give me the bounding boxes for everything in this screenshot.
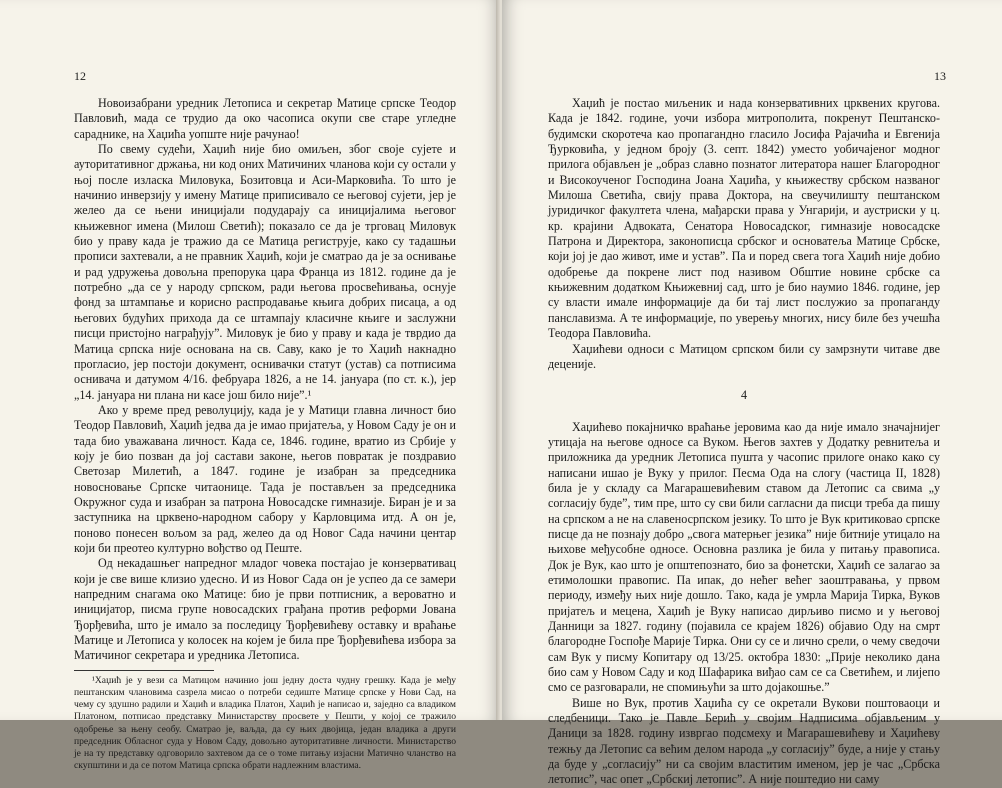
footnote: [74, 675, 456, 773]
right-page-text: [548, 96, 940, 788]
paragraph: Ако у време пред револуцију, када је у Матици главна личност био Теодор Павловић, Хаџић једва да је имао пријатеља, у Новом Саду је он и тада био уважавана личност. Када се, 1846. године, вратио из Србије у коју је био позван да јој састави законе, његов повратак је поздравио Светозар Милетић, а 1847. године је изабран за председника новосновање Српске читаонице. Тада је постављен за председника Окружног суда и изабран за патрона Новосадске гимназије. Биран је и за заступника на црквено-народном сабору у Карловцима итд. А он је, поново понесен вољом за рад, желео да од Новог Сада начини центар који би преотео културно вођство од Пеште.: [74, 402, 456, 555]
section-number: 4: [740, 388, 748, 403]
page-number-left: 12: [74, 69, 86, 83]
paragraph: Од некадашњег напредног младог човека постајао је конзервативац који је све више клизио удесно. И из Новог Сада он је успео да се замери напредним снагама око Матице: био је први потписник, а вероватно и иницијатор, писма групе новосадских грађана против реформи Јована Ђорђевића, што је имало за последицу Ђорђевићеву оставку и враћање Матице и Летописа у колосек на којем је била пре Ђорђевићева избора за Матичиног секретара и уредника Летописа.: [74, 556, 456, 663]
page-number-right: 13: [934, 69, 946, 83]
right-page: [502, 0, 1002, 787]
paragraph: Новоизабрани уредник Летописа и секретар Матице српске Теодор Павловић, мада се трудио да око часописа окупи све старе угледне сараднике, на Хаџића уопште није рачунао!: [74, 96, 456, 141]
left-page-text: [74, 96, 456, 772]
paragraph: Више но Вук, против Хаџића су се окретали Вукови поштоваоци и следбеници. Тако је Павле Берић у својим Надписима објављеним у Даници за 1828. годину извргао подсмеху и Магарашевићеву и Хаџићеву тежњу да Летопис са већим делом народа „у согласију” буде, а није у стању да буде у „согласију” ни са својим властитим именом, јер је час „Србска летопис”, час опет „Србскиј летопис”. А није поштедио ни саму: [548, 695, 940, 787]
paragraph: Хаџићеви односи с Матицом српском били су замрзнути читаве две деценије.: [548, 341, 940, 371]
left-page: [0, 0, 500, 772]
footnote-text: ¹Хаџић је у вези са Матицом начинио још једну доста чудну грешку. Када је међу пештанским члановима сазрела мисао о потреби седиште Матице српске у Нови Сад, на чему су здушно радили и Хаџић и владика Платон, Хаџић је написао и, заједно са владиком Платоном, потписао представку Министарству просвете у Пешти, у којој се тражило одобрење за њену сеобу. Сматрао је, ваљда, да су њих двојица, један владика а други председник Обласног суда у Новом Саду, довољно ауторитативне личности. Министарство је на ту представку одговорило захтевом да се о томе питању изјасни Матично чланство на скупштини и да се потом Матица српска обрати надлежним властима.: [74, 674, 456, 772]
footnote-divider: [74, 670, 214, 671]
paragraph: Хаџићево покајничко враћање јеровима као да није имало значајнијег утицаја на његове односе са Вуком. Његов захтев у Додатку ревнитеља и приложника да уредник Летописа пушта у часопис прилоге онако како су написани ишао је Вуку у прилог. Песма Ода на слогу (частица II, 1828) била је у складу са Магарашевићевим ставом да Летопис са свима „у согласију буде”, тим пре, што су сви били сагласни да писци треба да пишу на српском а не на славеносрпском језику. То што је Вук критиковао српске писце да не познају добро „свога матерњег језика” није битније утицало на њихове међусобне односе. Основна разлика је била у питању правописа. Док је Вук, као што је општепознато, био за фонетски, Хаџић се залагао за етимолошки правопис. Па ипак, до нећег већег заоштравања, у првом периоду, између њих није дошло. Тако, када је умрла Марија Тирка, Вуков пријатељ и мецена, Хаџић је Вуку написао дирљиво писмо и у његовој Данници за 1827. годину (појавила се крајем 1826) објавио Оду на смрт благородне Госпође Марије Тирка. Они су се и лично срели, о чему сведочи сам Вук у писму Копитару од 13/25. октобра 1830: „Прије неколико дана био сам у Новом Саду и код Шафарика виђао сам се са Светићем, и лијепо смо се разговарали, не спомињући за што дојакошње.”: [548, 419, 940, 695]
paragraph: Хаџић је постао миљеник и нада конзервативних црквених кругова. Када је 1842. године, уочи избора митрополита, покренут Пештанско-будимски скоротеча као пропагандно гласило Јосифа Рајачића и Евгенија Ђурковића, у једном броју (3. септ. 1842) уместо уобичајеног модног прилога објављен је „образ славно познатог литератора нашег Благородног и Високоученог Господина Јоана Хаџића, у књижеству србском названог Милоша Светића, свију права Доктора, на свеучилишту пештанском јуридичког факултета члена, мађарски права у Унгарији, и аустриски у ц. кр. крајини Адвоката, Сенатора Новосадског, гимназије новосадске Патрона и Директора, законописца србског и основатеља Матице Србске, који јој је дао живот, име и устав”. Па и поред свега тога Хаџић није добио одобрење да покрене лист под називом Обштие новине србске са књижевним додатком Књижевниј сад, што је био наумио 1846. године, јер су власти имале информације да би тај лист послужио за пропаганду панславизма. А те информације, по уверењу многих, нису биле без учешћа Теодора Павловића.: [548, 96, 940, 341]
paragraph: По свему судећи, Хаџић није био омиљен, због своје сујете и ауторитативног држања, ни код оних Матичиних чланова који су остали у њој после изласка Миловука, Бозитовца и Аси-Марковића. То што је начинио инверзију у имену Матице приписивало се његовој сујети, јер је желео да се њени иницијали подударају са иницијалима његовог књижевног имена (Милош Светић); показало се да је трговац Миловук био у праву када је тражио да се Матица региструје, како су тадашњи прописи захтевали, а не правник Хаџић, који је сматрао да је за оснивање и рад удружења довољна препорука цара Франца из 1812. године да је потребно „да се у народу српском, ради његова просвећивања, оснује фонд за штампање и корисно распродавање књига добрих писаца, а од његових будућих прихода да се штампају класичне књиге и заслужни писци пристојно награђују”. Миловук је био у праву и када је тврдио да Матица српска није основана на св. Саву, како је то Хаџић накнадно прогласио, јер постоји документ, оснивачки статут (устав) са потписима оснивача и датумом 4/16. фебруара 1826, а не 14. јануара (по ст. к.), јер „14. јануара ни плана ни касе још било није”.¹: [74, 142, 456, 402]
